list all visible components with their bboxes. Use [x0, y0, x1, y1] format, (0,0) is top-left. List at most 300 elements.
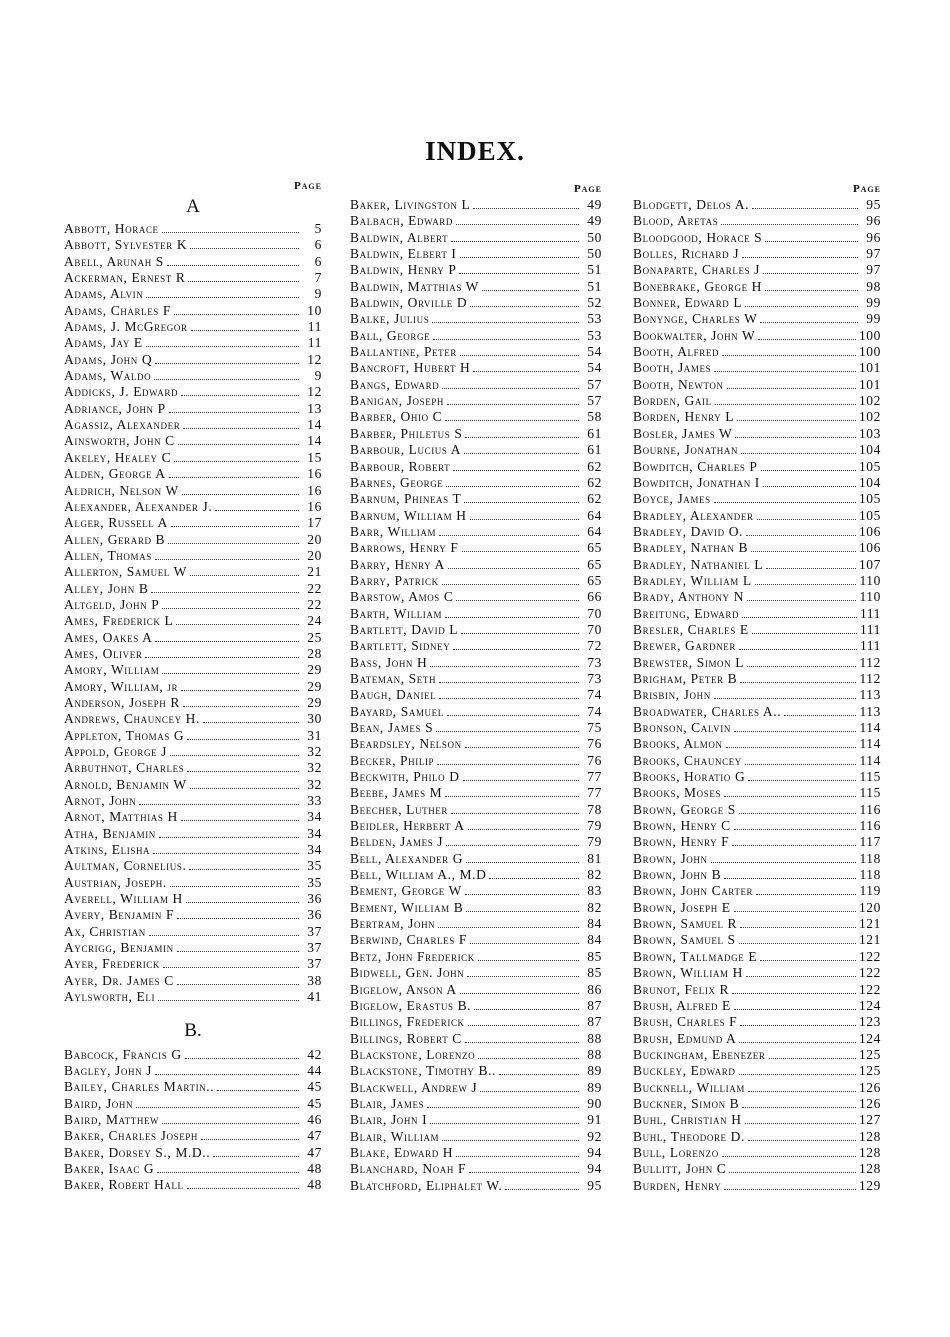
dot-leader — [190, 788, 299, 789]
dot-leader — [451, 241, 579, 242]
entry-page-number: 123 — [858, 1014, 881, 1030]
entry-page-number: 128 — [858, 1161, 881, 1177]
dot-leader — [459, 273, 579, 274]
entry-page-number: 113 — [859, 703, 881, 719]
dot-leader — [146, 297, 299, 298]
index-column-3 — [633, 181, 881, 1194]
entry-name: Bradley, William L — [633, 572, 752, 588]
entry-page-number: 22 — [307, 596, 322, 612]
index-entry — [64, 221, 322, 237]
entry-page-number: 81 — [587, 850, 602, 866]
dot-leader — [761, 470, 856, 471]
entry-name: Blackstone, Lorenzo — [350, 1046, 476, 1062]
index-column-2 — [350, 181, 602, 1194]
index-entry — [64, 564, 322, 580]
dot-leader — [714, 698, 857, 699]
index-entry — [350, 540, 602, 556]
entry-page-number: 118 — [859, 867, 881, 883]
dot-leader — [453, 649, 579, 650]
index-entry — [633, 246, 881, 262]
index-entry — [64, 956, 322, 972]
entry-page-number: 89 — [587, 1063, 602, 1079]
index-entry — [633, 753, 881, 769]
dot-leader — [174, 314, 299, 315]
entry-name: Brown, William H — [633, 965, 743, 981]
dot-leader — [746, 535, 856, 536]
dot-leader — [721, 224, 858, 225]
entry-page-number: 125 — [858, 1063, 881, 1079]
index-entry — [350, 687, 602, 703]
entry-page-number: 82 — [587, 867, 602, 883]
entry-name: Bookwalter, John W — [633, 327, 756, 343]
entry-name: Barnum, William H — [350, 507, 467, 523]
entry-page-number: 111 — [859, 605, 881, 621]
index-entry — [633, 785, 881, 801]
entry-page-number: 29 — [307, 694, 322, 710]
entry-page-number: 14 — [307, 417, 322, 433]
entry-page-number: 100 — [858, 327, 881, 343]
entry-name: Bourne, Jonathan — [633, 442, 739, 458]
index-entry — [64, 1128, 322, 1144]
entry-page-number: 88 — [587, 1030, 602, 1046]
dot-leader — [177, 951, 299, 952]
index-entry — [64, 973, 322, 989]
dot-leader — [183, 706, 299, 707]
index-entry — [633, 802, 881, 818]
entry-page-number: 41 — [307, 989, 322, 1005]
dot-leader — [460, 993, 579, 994]
entry-name: Bagley, John J — [64, 1062, 153, 1078]
dot-leader — [765, 241, 858, 242]
entry-page-number: 124 — [858, 1030, 881, 1046]
dot-leader — [727, 388, 856, 389]
index-entry — [64, 1079, 322, 1095]
dot-leader — [756, 894, 856, 895]
dot-leader — [178, 444, 299, 445]
index-entry — [64, 793, 322, 809]
index-entry — [350, 279, 602, 295]
page-column-heading: Page — [573, 183, 602, 195]
dot-leader — [183, 428, 299, 429]
dot-leader — [460, 355, 579, 356]
index-entry — [64, 662, 322, 678]
page-column-heading: Page — [852, 183, 881, 195]
entry-name: Bullitt, John C — [633, 1161, 727, 1177]
entry-name: Abbott, Horace — [64, 221, 159, 236]
dot-leader — [469, 1172, 579, 1173]
entry-page-number: 65 — [587, 540, 602, 556]
entry-name: Bonynge, Charles W — [633, 311, 758, 327]
dot-leader — [155, 363, 299, 364]
entry-name: Betz, John Frederick — [350, 948, 475, 964]
dot-leader — [752, 208, 858, 209]
entry-page-number: 126 — [858, 1095, 881, 1111]
index-entry — [350, 459, 602, 475]
dot-leader — [185, 1058, 299, 1059]
entry-page-number: 87 — [587, 997, 602, 1013]
dot-leader — [760, 322, 858, 323]
entry-name: Blatchford, Eliphalet W. — [350, 1177, 503, 1193]
dot-leader — [181, 690, 299, 691]
dot-leader — [189, 869, 299, 870]
dot-leader — [726, 747, 857, 748]
entry-page-number: 82 — [587, 899, 602, 915]
index-entry — [64, 744, 322, 760]
entry-page-number: 85 — [587, 965, 602, 981]
index-entry — [633, 949, 881, 965]
entry-page-number: 107 — [858, 556, 881, 572]
entry-page-number: 98 — [866, 278, 881, 294]
dot-leader — [201, 1139, 299, 1140]
dot-leader — [466, 911, 579, 912]
dot-leader — [445, 617, 579, 618]
index-entry — [633, 426, 881, 442]
entry-page-number: 64 — [587, 507, 602, 523]
index-entry — [633, 638, 881, 654]
entry-name: Boyce, James — [633, 491, 711, 507]
index-entry — [64, 1161, 322, 1177]
dot-leader — [438, 927, 579, 928]
entry-page-number: 120 — [858, 899, 881, 915]
entry-name: Bolles, Richard J — [633, 246, 740, 262]
index-entry — [633, 671, 881, 687]
dot-leader — [439, 682, 579, 683]
entry-name: Ames, Frederick L — [64, 613, 174, 629]
entry-page-number: 9 — [314, 286, 322, 302]
dot-leader — [451, 813, 579, 814]
index-entry — [633, 197, 881, 213]
entry-page-number: 112 — [859, 670, 881, 686]
entry-name: Blodgett, Delos A. — [633, 197, 750, 212]
entry-page-number: 92 — [587, 1128, 602, 1144]
entry-page-number: 124 — [858, 997, 881, 1013]
index-entry — [350, 491, 602, 507]
dot-leader — [162, 232, 299, 233]
entry-name: Alger, Russell A — [64, 515, 168, 531]
dot-leader — [453, 470, 579, 471]
entry-name: Baker, Isaac G — [64, 1160, 155, 1176]
dot-leader — [752, 633, 857, 634]
entry-name: Ames, Oakes A — [64, 629, 153, 645]
dot-leader — [758, 339, 856, 340]
entry-page-number: 104 — [858, 474, 881, 490]
dot-leader — [740, 682, 856, 683]
entry-page-number: 74 — [587, 703, 602, 719]
entry-page-number: 73 — [587, 670, 602, 686]
index-entry — [633, 704, 881, 720]
entry-page-number: 49 — [587, 197, 602, 212]
entry-page-number: 54 — [587, 360, 602, 376]
entry-page-number: 25 — [307, 629, 322, 645]
entry-page-number: 37 — [307, 923, 322, 939]
entry-name: Adams, J. McGregor — [64, 319, 188, 335]
dot-leader — [462, 551, 580, 552]
entry-page-number: 70 — [587, 621, 602, 637]
index-entry — [633, 262, 881, 278]
entry-page-number: 53 — [587, 311, 602, 327]
index-entry — [64, 907, 322, 923]
entry-page-number: 87 — [587, 1014, 602, 1030]
entry-name: Bass, John H — [350, 654, 428, 670]
entry-name: Brush, Charles F — [633, 1014, 738, 1030]
dot-leader — [745, 764, 857, 765]
entry-name: Barr, William — [350, 523, 437, 539]
index-entry — [350, 655, 602, 671]
entry-name: Bateman, Seth — [350, 670, 437, 686]
index-entry — [350, 1178, 602, 1194]
index-entry — [350, 393, 602, 409]
index-entry — [633, 491, 881, 507]
index-entry — [64, 842, 322, 858]
dot-leader — [162, 1123, 299, 1124]
entry-name: Barry, Patrick — [350, 572, 439, 588]
dot-leader — [765, 290, 858, 291]
entry-page-number: 94 — [587, 1161, 602, 1177]
index-list-column-3 — [633, 197, 881, 1194]
entry-name: Ackerman, Ernest R — [64, 270, 186, 286]
dot-leader — [482, 290, 579, 291]
index-entry — [633, 1178, 881, 1194]
index-entry — [633, 1145, 881, 1161]
dot-leader — [724, 1189, 856, 1190]
entry-name: Baldwin, Elbert I — [350, 246, 457, 262]
entry-page-number: 66 — [587, 589, 602, 605]
entry-name: Buhl, Theodore D. — [633, 1128, 745, 1144]
index-entry — [64, 891, 322, 907]
dot-leader — [474, 1009, 579, 1010]
entry-page-number: 34 — [307, 825, 322, 841]
entry-name: Bosler, James W — [633, 425, 733, 441]
entry-name: Beardsley, Nelson — [350, 736, 462, 752]
index-entry — [64, 989, 322, 1005]
index-entry — [350, 720, 602, 736]
index-entry — [64, 483, 322, 499]
index-entry — [633, 475, 881, 491]
dot-leader — [168, 543, 299, 544]
index-entry — [633, 540, 881, 556]
entry-page-number: 16 — [307, 466, 322, 482]
dot-leader — [739, 1042, 856, 1043]
entry-name: Brady, Anthony N — [633, 589, 744, 605]
entry-page-number: 116 — [859, 818, 881, 834]
entry-page-number: 44 — [307, 1062, 322, 1078]
dot-leader — [711, 862, 857, 863]
entry-name: Bigelow, Erastus B. — [350, 997, 472, 1013]
entry-name: Brewer, Gardner — [633, 638, 737, 654]
entry-page-number: 13 — [307, 400, 322, 416]
entry-name: Bull, Lorenzo — [633, 1144, 719, 1160]
entry-page-number: 34 — [307, 809, 322, 825]
entry-page-number: 79 — [587, 818, 602, 834]
entry-name: Arnot, John — [64, 793, 137, 809]
index-entry — [633, 279, 881, 295]
dot-leader — [465, 894, 579, 895]
entry-name: Bancroft, Hubert H — [350, 360, 471, 376]
dot-leader — [187, 739, 299, 740]
index-entry — [350, 589, 602, 605]
entry-name: Barstow, Amos C — [350, 589, 454, 605]
entry-name: Baker, Livingston L — [350, 197, 471, 212]
entry-page-number: 105 — [858, 491, 881, 507]
entry-name: Adriance, John P — [64, 400, 166, 416]
dot-leader — [470, 306, 579, 307]
entry-name: Blair, John I — [350, 1112, 428, 1128]
index-entry — [350, 785, 602, 801]
entry-page-number: 17 — [307, 515, 322, 531]
index-entry — [350, 932, 602, 948]
entry-page-number: 96 — [866, 229, 881, 245]
entry-name: Bartlett, Sidney — [350, 638, 451, 654]
entry-name: Appleton, Thomas G — [64, 727, 185, 743]
entry-page-number: 57 — [587, 393, 602, 409]
entry-name: Baldwin, Matthias W — [350, 278, 480, 294]
entry-name: Berwind, Charles F — [350, 932, 467, 948]
entry-page-number: 65 — [587, 572, 602, 588]
entry-page-number: 106 — [858, 523, 881, 539]
entry-page-number: 50 — [587, 246, 602, 262]
entry-name: Arnot, Matthias H — [64, 809, 178, 825]
entry-page-number: 33 — [307, 793, 322, 809]
entry-name: Bucknell, William — [633, 1079, 745, 1095]
entry-name: Bement, William B — [350, 899, 464, 915]
index-entry — [64, 858, 322, 874]
index-entry — [64, 401, 322, 417]
index-entry — [633, 393, 881, 409]
entry-name: Bradley, David O. — [633, 523, 744, 539]
index-entry — [64, 417, 322, 433]
entry-name: Brush, Alfred E — [633, 997, 731, 1013]
entry-name: Booth, Alfred — [633, 344, 720, 360]
index-entry — [64, 1047, 322, 1063]
index-entry — [64, 581, 322, 597]
dot-leader — [430, 666, 579, 667]
entry-name: Ax, Christian — [64, 923, 146, 939]
entry-name: Adams, Charles F — [64, 302, 171, 318]
entry-name: Abbott, Sylvester K — [64, 237, 188, 253]
entry-name: Atha, Benjamin — [64, 825, 156, 841]
entry-page-number: 101 — [858, 360, 881, 376]
entry-page-number: 52 — [587, 295, 602, 311]
dot-leader — [154, 379, 299, 380]
entry-page-number: 30 — [307, 711, 322, 727]
dot-leader — [747, 600, 856, 601]
dot-leader — [188, 281, 299, 282]
index-entry — [633, 1063, 881, 1079]
dot-leader — [146, 346, 299, 347]
entry-page-number: 95 — [587, 1177, 602, 1193]
index-entry — [64, 809, 322, 825]
index-entry — [350, 1145, 602, 1161]
index-entry — [633, 1047, 881, 1063]
index-entry — [350, 1047, 602, 1063]
dot-leader — [478, 960, 579, 961]
entry-name: Bement, George W — [350, 883, 462, 899]
entry-page-number: 89 — [587, 1079, 602, 1095]
entry-name: Bean, James S — [350, 720, 434, 735]
dot-leader — [215, 510, 299, 511]
index-entry — [350, 867, 602, 883]
index-entry — [633, 360, 881, 376]
index-entry — [350, 671, 602, 687]
dot-leader — [427, 1107, 579, 1108]
dot-leader — [739, 1074, 856, 1075]
entry-page-number: 111 — [859, 638, 881, 654]
dot-leader — [217, 1090, 299, 1091]
index-entry — [64, 352, 322, 368]
index-entry — [633, 557, 881, 573]
dot-leader — [742, 1107, 856, 1108]
dot-leader — [162, 673, 299, 674]
entry-name: Blanchard, Noah F — [350, 1161, 467, 1177]
dot-leader — [181, 820, 299, 821]
entry-page-number: 35 — [307, 874, 322, 890]
dot-leader — [465, 437, 579, 438]
entry-page-number: 94 — [587, 1144, 602, 1160]
entry-name: Blair, James — [350, 1095, 425, 1111]
index-entry — [64, 728, 322, 744]
entry-page-number: 45 — [307, 1079, 322, 1095]
entry-name: Borden, Henry L — [633, 409, 735, 425]
index-entry — [350, 573, 602, 589]
index-entry — [64, 597, 322, 613]
entry-page-number: 129 — [858, 1177, 881, 1193]
index-entry — [633, 736, 881, 752]
dot-leader — [439, 698, 579, 699]
entry-name: Ayer, Dr. James C — [64, 972, 174, 988]
entry-name: Beckwith, Philo D — [350, 769, 460, 785]
dot-leader — [760, 960, 856, 961]
entry-page-number: 61 — [587, 442, 602, 458]
index-entry — [64, 450, 322, 466]
dot-leader — [473, 208, 579, 209]
dot-leader — [742, 257, 858, 258]
index-entry — [633, 213, 881, 229]
entry-page-number: 112 — [859, 654, 881, 670]
entry-name: Bigelow, Anson A — [350, 981, 457, 997]
dot-leader — [742, 617, 857, 618]
entry-name: Aldrich, Nelson W — [64, 482, 179, 498]
dot-leader — [456, 600, 579, 601]
entry-name: Allen, Gerard B — [64, 531, 166, 547]
entry-page-number: 91 — [587, 1112, 602, 1128]
entry-page-number: 121 — [858, 932, 881, 948]
index-entry — [350, 916, 602, 932]
entry-name: Alden, George A — [64, 466, 166, 482]
dot-leader — [724, 878, 856, 879]
entry-name: Brown, John B — [633, 867, 722, 883]
index-entry — [64, 760, 322, 776]
index-entry — [64, 270, 322, 286]
dot-leader — [480, 1091, 579, 1092]
entry-page-number: 79 — [587, 834, 602, 850]
entry-name: Brisbin, John — [633, 687, 711, 703]
entry-page-number: 96 — [866, 213, 881, 229]
entry-page-number: 12 — [307, 351, 322, 367]
index-entry — [633, 687, 881, 703]
entry-page-number: 62 — [587, 474, 602, 490]
entry-name: Bidwell, Gen. John — [350, 965, 465, 981]
entry-name: Anderson, Joseph R — [64, 694, 180, 710]
index-entry — [64, 826, 322, 842]
index-entry — [64, 433, 322, 449]
entry-page-number: 110 — [859, 589, 881, 605]
entry-page-number: 11 — [307, 335, 322, 351]
entry-name: Bowditch, Charles P — [633, 458, 758, 474]
dot-leader — [734, 829, 857, 830]
index-entry — [633, 524, 881, 540]
index-entry — [633, 867, 881, 883]
entry-name: Becker, Philip — [350, 752, 435, 768]
